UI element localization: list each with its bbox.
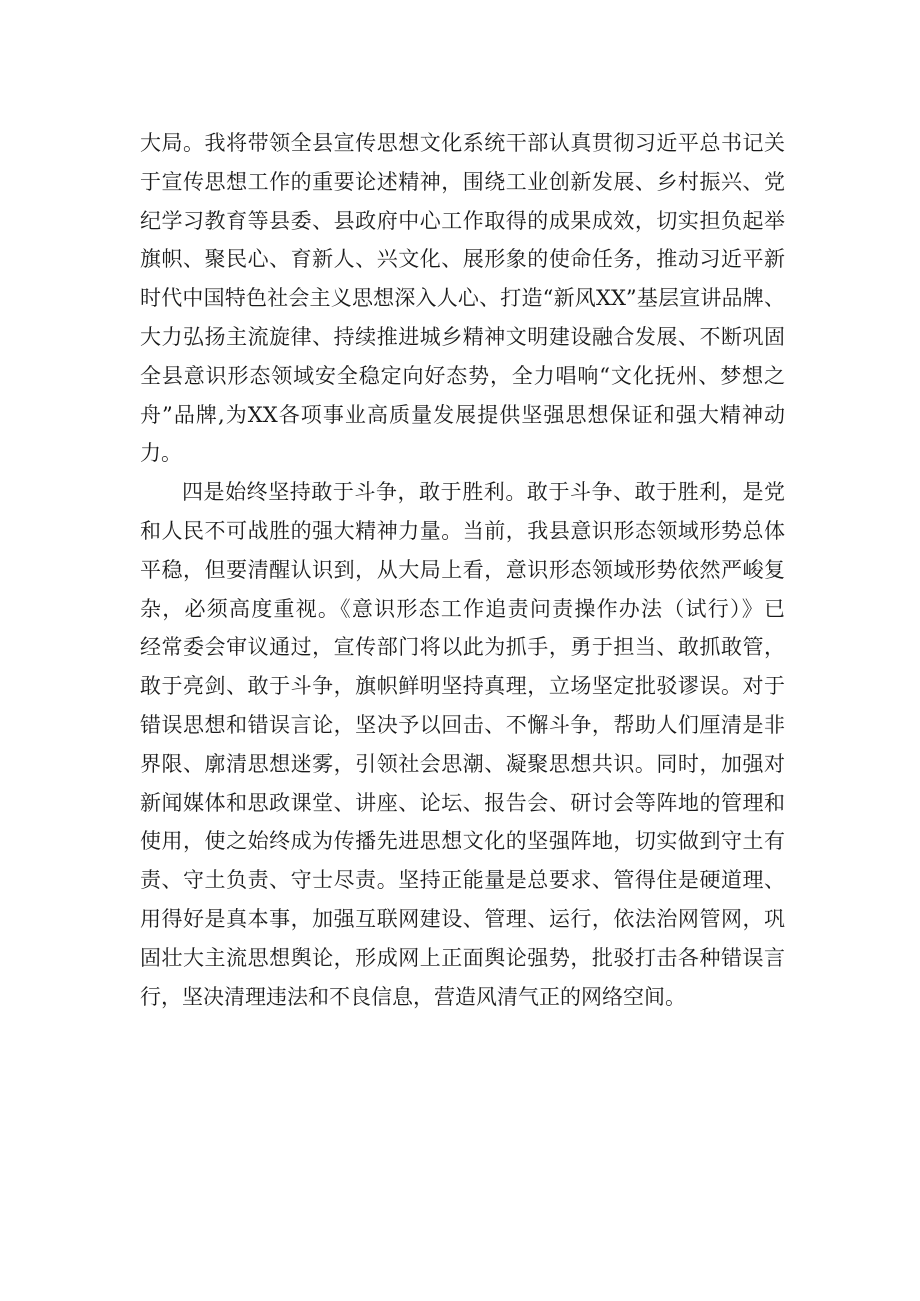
paragraph-2-line-7: 错误思想和错误言论，坚决予以回击、不懈斗争，帮助人们厘清是非 — [140, 712, 785, 737]
paragraph-2-line-3: 平稳，但要清醒认识到，从大局上看，意识形态领域形势依然严峻复 — [140, 557, 785, 582]
paragraph-2-line-4: 杂，必须高度重视。《意识形态工作追责问责操作办法（试行）》已 — [140, 596, 785, 621]
paragraph-1-line-3: 纪学习教育等县委、县政府中心工作取得的成果成效，切实担负起举 — [140, 208, 785, 233]
paragraph-2-line-11: 责、守土负责、守士尽责。坚持正能量是总要求、管得住是硬道理、 — [140, 868, 785, 893]
paragraph-2-line-5: 经常委会审议通过，宣传部门将以此为抓手，勇于担当、敢抓敢管， — [140, 635, 785, 660]
paragraph-2-line-6: 敢于亮剑、敢于斗争，旗帜鲜明坚持真理，立场坚定批驳谬误。对于 — [140, 674, 785, 699]
paragraph-1-line-9: 力。 — [140, 441, 182, 466]
paragraph-1-line-5: 时代中国特色社会主义思想深入人心、打造“新风XX”基层宣讲品牌、 — [140, 286, 785, 311]
paragraph-1-line-1: 大局。我将带领全县宣传思想文化系统干部认真贯彻习近平总书记关 — [140, 131, 785, 155]
paragraph-2-line-10: 使用，使之始终成为传播先进思想文化的坚强阵地，切实做到守土有 — [140, 829, 785, 854]
paragraph-2-line-9: 新闻媒体和思政课堂、讲座、论坛、报告会、研讨会等阵地的管理和 — [140, 790, 785, 815]
paragraph-1-line-2: 于宣传思想工作的重要论述精神，围绕工业创新发展、乡村振兴、党 — [140, 169, 785, 194]
paragraph-1-line-7: 全县意识形态领域安全稳定向好态势，全力唱响“文化抚州、梦想之 — [140, 363, 785, 388]
paragraph-1-line-6: 大力弘扬主流旋律、持续推进城乡精神文明建设融合发展、不断巩固 — [140, 324, 785, 349]
paragraph-2-line-12: 用得好是真本事，加强互联网建设、管理、运行，依法治网管网，巩 — [140, 906, 785, 931]
paragraph-1-line-4: 旗帜、聚民心、育新人、兴文化、展形象的使命任务，推动习近平新 — [140, 247, 785, 272]
paragraph-2-line-8: 界限、廓清思想迷雾，引领社会思潮、凝聚思想共识。同时，加强对 — [140, 751, 785, 776]
paragraph-2-line-2: 和人民不可战胜的强大精神力量。当前，我县意识形态领域形势总体 — [140, 518, 785, 543]
paragraph-1-line-8: 舟”品牌,为XX各项事业高质量发展提供坚强思想保证和强大精神动 — [140, 402, 785, 427]
paragraph-2-line-1: 四是始终坚持敢于斗争，敢于胜利。敢于斗争、敢于胜利，是党 — [182, 480, 785, 505]
paragraph-2-line-13: 固壮大主流思想舆论，形成网上正面舆论强势，批驳打击各种错误言 — [140, 945, 785, 970]
document-body — [140, 124, 785, 1016]
paragraph-2-line-14: 行，坚决清理违法和不良信息，营造风清气正的网络空间。 — [140, 984, 686, 1009]
